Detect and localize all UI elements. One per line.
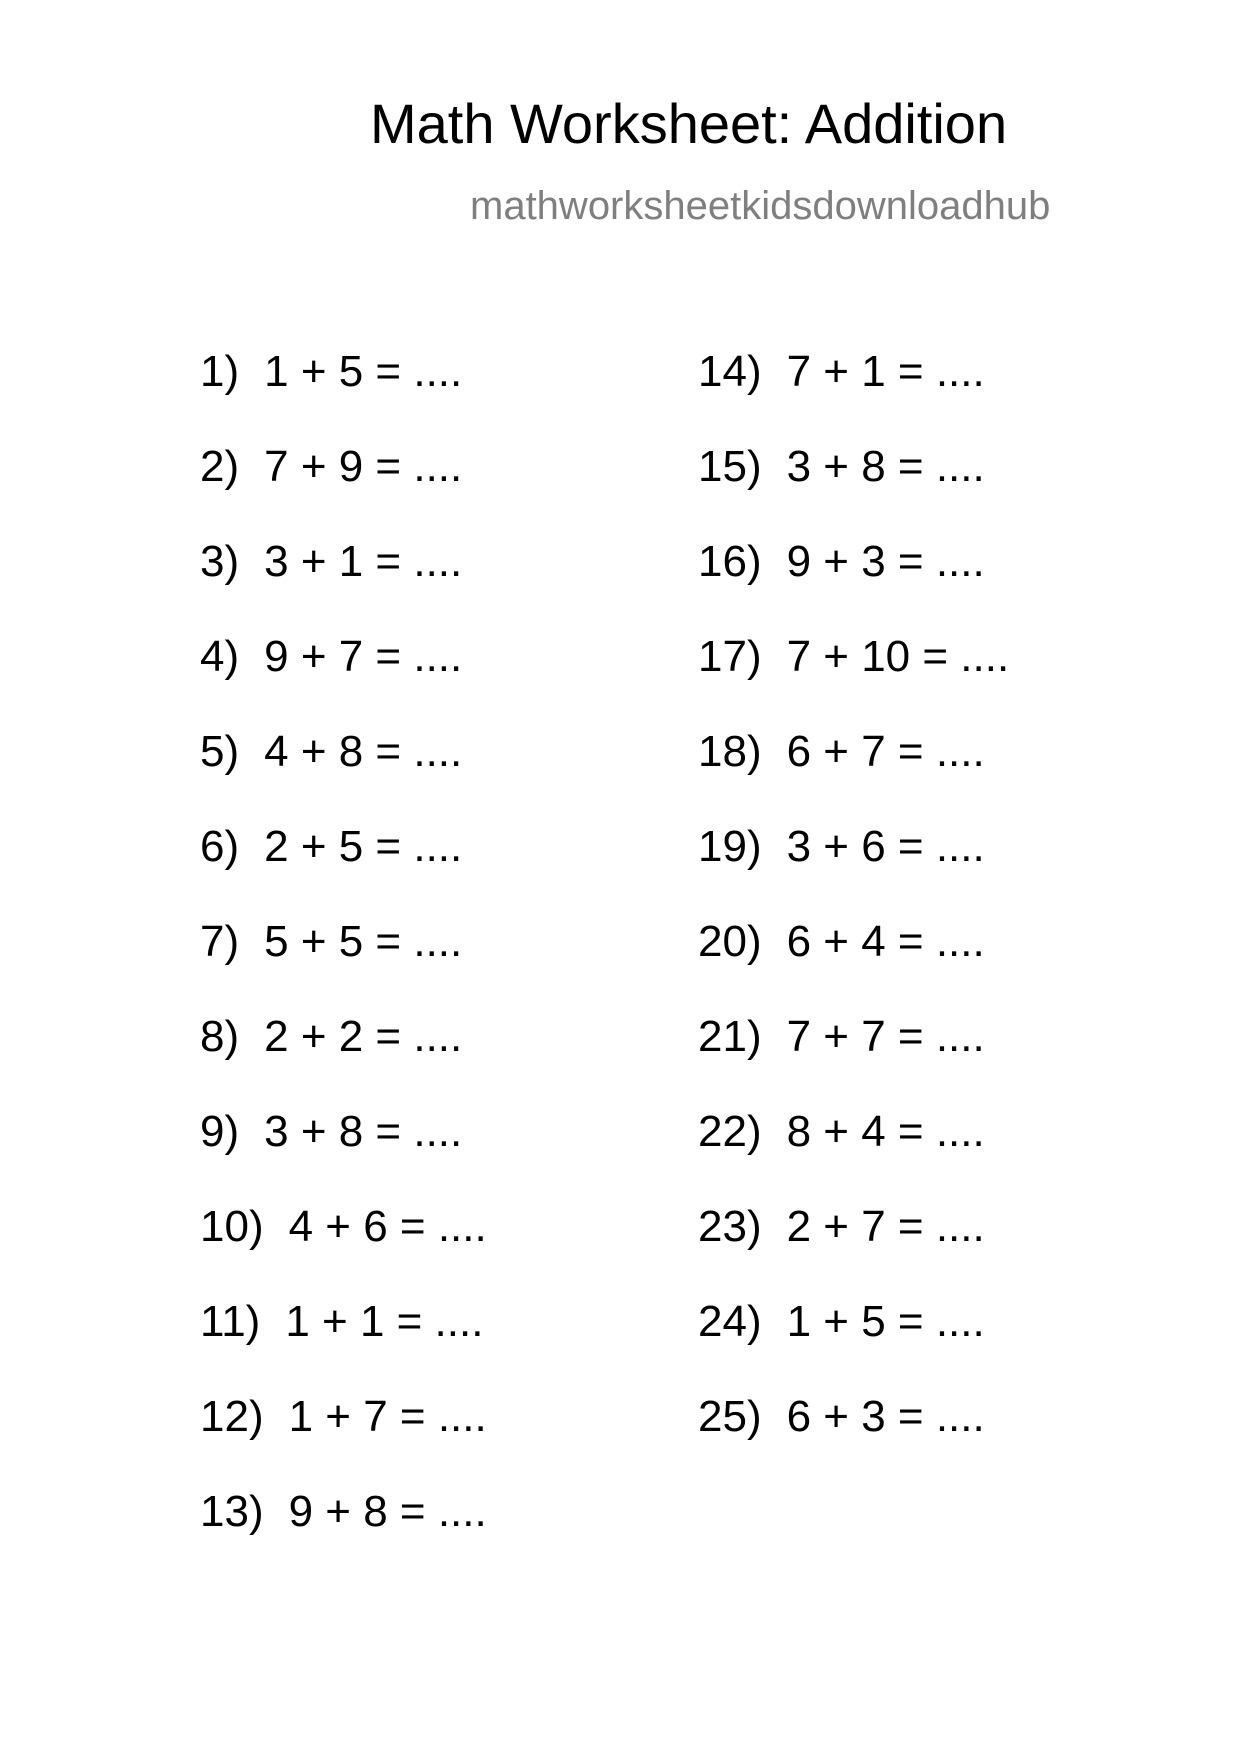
problem-number: 18) bbox=[698, 727, 762, 776]
problem-number: 8) bbox=[200, 1012, 240, 1061]
problem-expression: 9 + 7 = .... bbox=[264, 632, 463, 681]
problem-expression: 2 + 7 = .... bbox=[786, 1202, 985, 1251]
problem-expression: 8 + 4 = .... bbox=[786, 1107, 985, 1156]
problem-number: 12) bbox=[200, 1392, 264, 1441]
problem-item bbox=[698, 1392, 985, 1441]
problem-number: 19) bbox=[698, 822, 762, 871]
problem-item bbox=[698, 917, 985, 966]
problem-number: 7) bbox=[200, 917, 240, 966]
problem-expression: 6 + 7 = .... bbox=[786, 727, 985, 776]
problem-number: 13) bbox=[200, 1487, 264, 1536]
page-title: Math Worksheet: Addition bbox=[370, 92, 1008, 155]
problem-item bbox=[698, 1107, 985, 1156]
problem-expression: 7 + 10 = .... bbox=[786, 632, 1010, 681]
problem-number: 24) bbox=[698, 1297, 762, 1346]
problem-expression: 4 + 6 = .... bbox=[288, 1202, 487, 1251]
problem-number: 25) bbox=[698, 1392, 762, 1441]
problem-item bbox=[698, 1297, 985, 1346]
problem-item bbox=[200, 347, 463, 396]
problem-number: 16) bbox=[698, 537, 762, 586]
problem-expression: 3 + 8 = .... bbox=[786, 442, 985, 491]
problem-number: 15) bbox=[698, 442, 762, 491]
problem-number: 14) bbox=[698, 347, 762, 396]
problem-item bbox=[698, 442, 985, 491]
problem-expression: 6 + 3 = .... bbox=[786, 1392, 985, 1441]
problem-number: 9) bbox=[200, 1107, 240, 1156]
problem-expression: 7 + 1 = .... bbox=[786, 347, 985, 396]
problem-item bbox=[200, 1202, 487, 1251]
problem-expression: 4 + 8 = .... bbox=[264, 727, 463, 776]
problem-item bbox=[200, 917, 463, 966]
problem-expression: 1 + 5 = .... bbox=[264, 347, 463, 396]
problem-expression: 7 + 7 = .... bbox=[786, 1012, 985, 1061]
problem-expression: 9 + 3 = .... bbox=[786, 537, 985, 586]
problem-item bbox=[200, 1297, 484, 1346]
problem-item bbox=[200, 442, 463, 491]
problem-number: 4) bbox=[200, 632, 240, 681]
problem-item bbox=[200, 822, 463, 871]
problem-expression: 3 + 1 = .... bbox=[264, 537, 463, 586]
problem-item bbox=[698, 632, 1010, 681]
problem-item bbox=[200, 632, 463, 681]
problem-number: 3) bbox=[200, 537, 240, 586]
problem-expression: 2 + 2 = .... bbox=[264, 1012, 463, 1061]
problem-item bbox=[698, 822, 985, 871]
problem-item bbox=[200, 1487, 487, 1536]
problem-expression: 1 + 7 = .... bbox=[288, 1392, 487, 1441]
problem-expression: 2 + 5 = .... bbox=[264, 822, 463, 871]
problem-number: 11) bbox=[200, 1297, 261, 1346]
problem-item bbox=[200, 1107, 463, 1156]
problem-number: 21) bbox=[698, 1012, 762, 1061]
problem-expression: 6 + 4 = .... bbox=[786, 917, 985, 966]
problem-number: 1) bbox=[200, 347, 240, 396]
problem-expression: 3 + 8 = .... bbox=[264, 1107, 463, 1156]
problem-number: 23) bbox=[698, 1202, 762, 1251]
problem-number: 20) bbox=[698, 917, 762, 966]
problem-expression: 5 + 5 = .... bbox=[264, 917, 463, 966]
problem-expression: 3 + 6 = .... bbox=[786, 822, 985, 871]
problem-number: 17) bbox=[698, 632, 762, 681]
problem-expression: 9 + 8 = .... bbox=[288, 1487, 487, 1536]
problem-number: 2) bbox=[200, 442, 240, 491]
problem-expression: 7 + 9 = .... bbox=[264, 442, 463, 491]
problem-item bbox=[698, 727, 985, 776]
problem-item bbox=[200, 727, 463, 776]
problem-item bbox=[698, 1202, 985, 1251]
problem-number: 22) bbox=[698, 1107, 762, 1156]
problem-item bbox=[200, 1012, 463, 1061]
page-subtitle: mathworksheetkidsdownloadhub bbox=[470, 184, 1051, 228]
problem-item bbox=[200, 1392, 487, 1441]
problem-number: 6) bbox=[200, 822, 240, 871]
problem-number: 5) bbox=[200, 727, 240, 776]
problem-expression: 1 + 5 = .... bbox=[786, 1297, 985, 1346]
problem-item bbox=[200, 537, 463, 586]
problem-expression: 1 + 1 = .... bbox=[285, 1297, 484, 1346]
problem-item bbox=[698, 1012, 985, 1061]
problem-item bbox=[698, 347, 985, 396]
problem-item bbox=[698, 537, 985, 586]
problem-number: 10) bbox=[200, 1202, 264, 1251]
